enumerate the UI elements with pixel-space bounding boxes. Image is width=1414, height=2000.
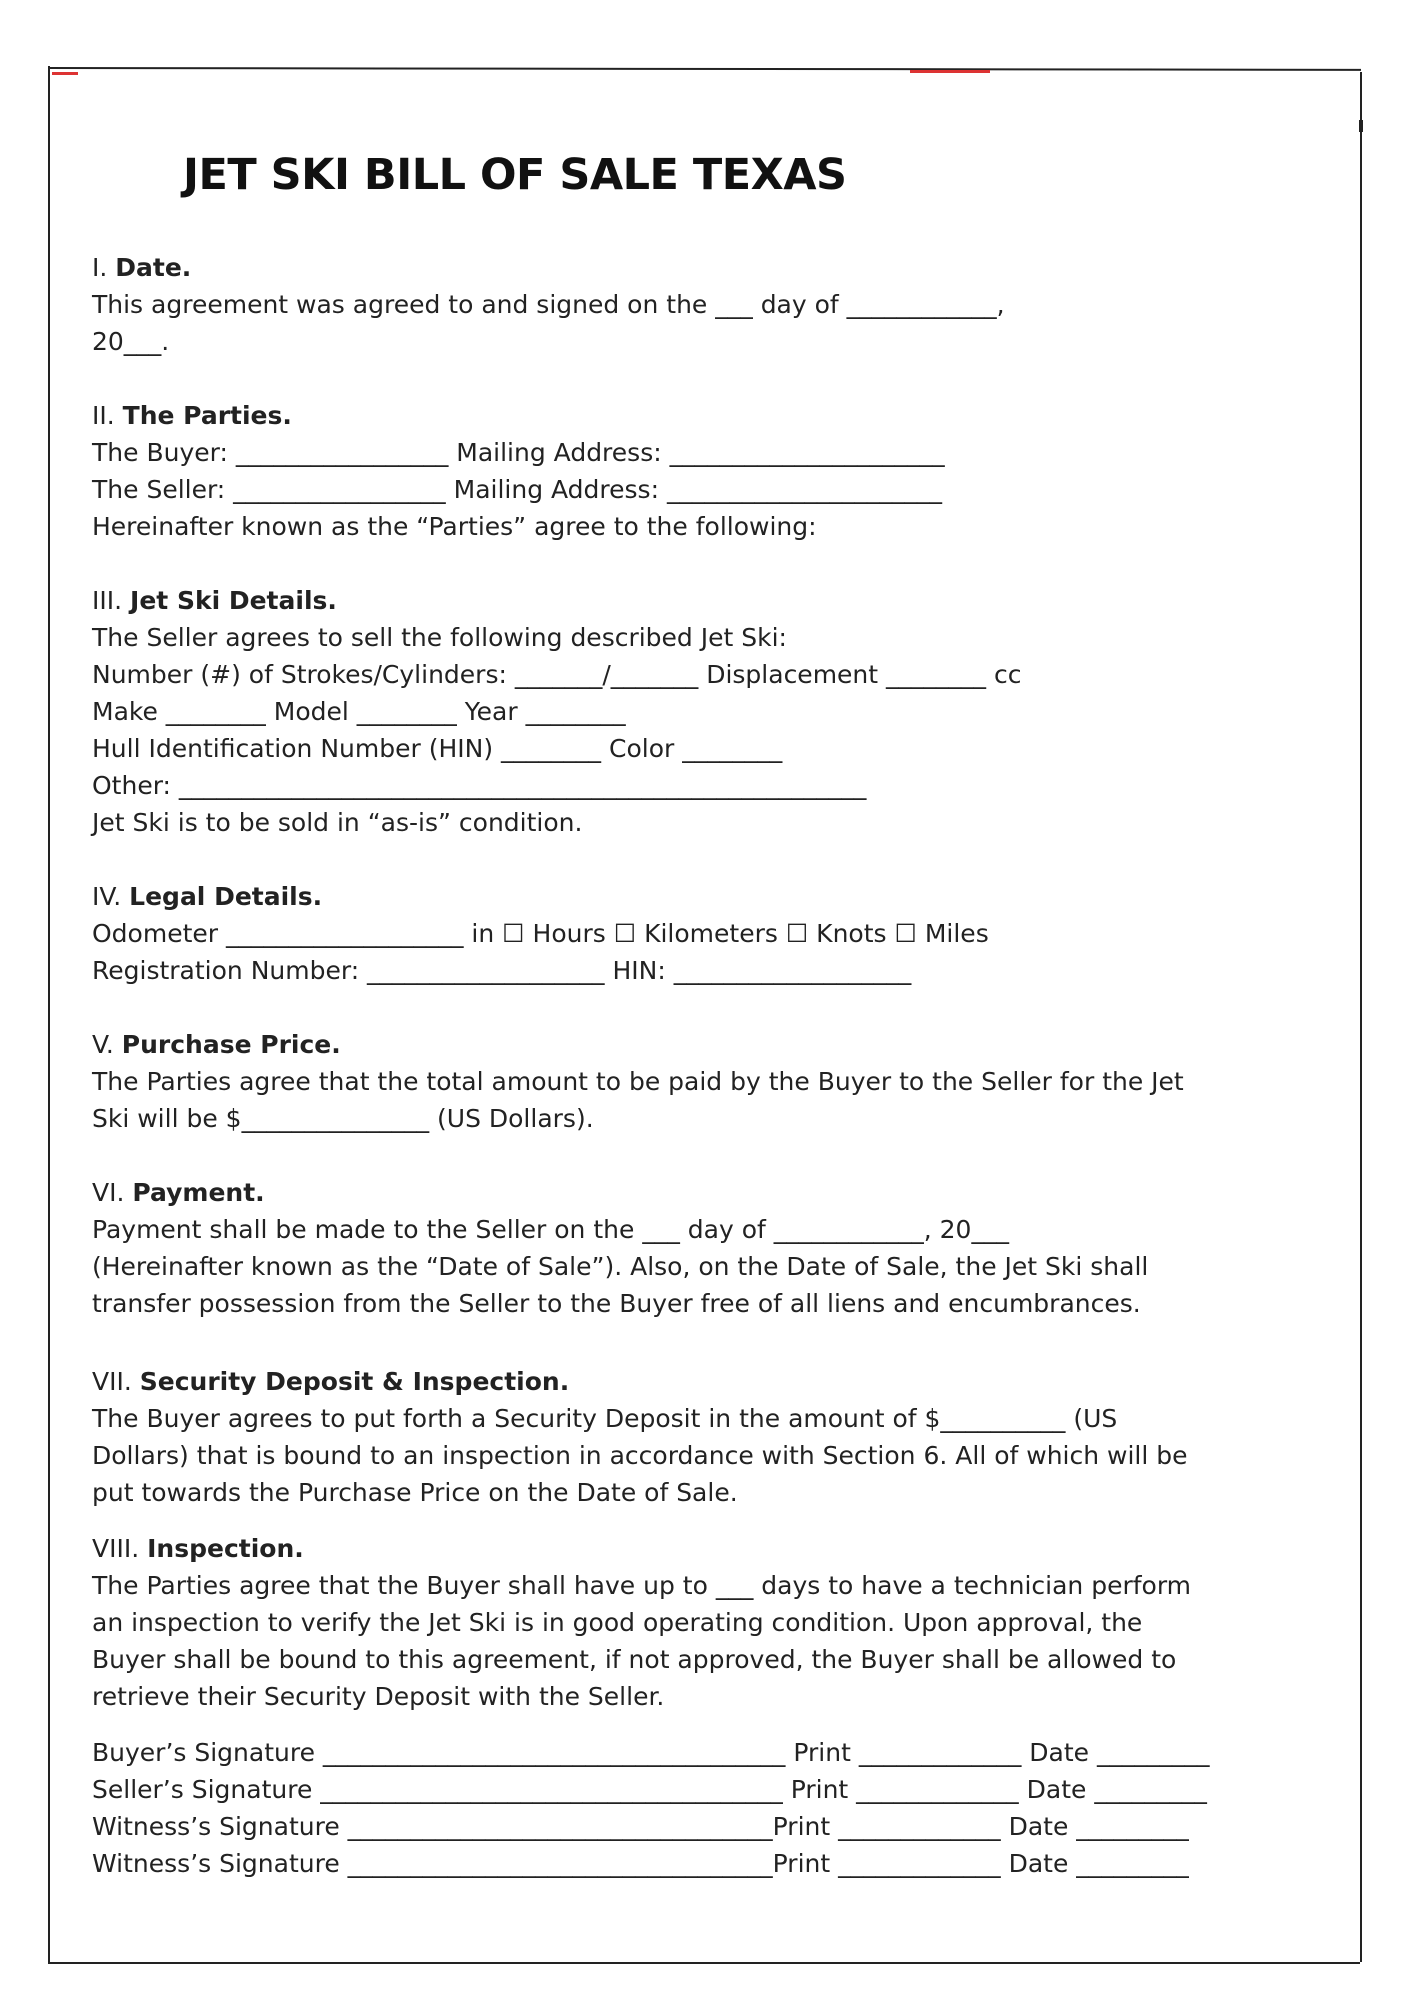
seller-signature-line: Seller’s Signature _____________________________________ Print _____________ Date _________ — [92, 1775, 1207, 1804]
section-heading-payment — [92, 1174, 265, 1211]
buyer-signature-line: Buyer’s Signature _____________________________________ Print _____________ Date _________ — [92, 1738, 1210, 1767]
section-number: II. — [92, 401, 115, 430]
section-heading-details — [92, 582, 337, 619]
section-heading-price — [92, 1026, 341, 1063]
section-heading-parties — [92, 397, 292, 434]
details-line-2: Number (#) of Strokes/Cylinders: _______/_______ Displacement ________ cc — [92, 660, 1022, 689]
section-title: Security Deposit & Inspection. — [139, 1367, 570, 1396]
date-line-2: 20___. — [92, 327, 170, 356]
parties-note: Hereinafter known as the “Parties” agree to the following: — [92, 512, 817, 541]
details-line-1: The Seller agrees to sell the following described Jet Ski: — [92, 623, 787, 652]
section-number: VII. — [92, 1367, 132, 1396]
section-title: Jet Ski Details. — [130, 586, 337, 615]
frame-accent-mark — [910, 70, 990, 73]
details-line-6: Jet Ski is to be sold in “as-is” condition. — [92, 808, 583, 837]
buyer-line: The Buyer: _________________ Mailing Address: ______________________ — [92, 438, 945, 467]
section-title: Inspection. — [147, 1534, 304, 1563]
odometer-line: Odometer ___________________ in ☐ Hours ☐ Kilometers ☐ Knots ☐ Miles — [92, 919, 989, 948]
date-line-1: This agreement was agreed to and signed on the ___ day of ____________, — [92, 290, 1005, 319]
details-line-4: Hull Identification Number (HIN) ________ Color ________ — [92, 734, 783, 763]
section-number: I. — [92, 253, 108, 282]
frame-tick-mark — [1359, 120, 1363, 132]
section-number: VIII. — [92, 1534, 140, 1563]
deposit-line-3: put towards the Purchase Price on the Date of Sale. — [92, 1478, 738, 1507]
frame-bottom-border — [48, 1962, 1360, 1964]
inspection-line-2: an inspection to verify the Jet Ski is in good operating condition. Upon approval, the — [92, 1608, 1143, 1637]
section-title: Legal Details. — [129, 882, 323, 911]
price-line-1: The Parties agree that the total amount to be paid by the Buyer to the Seller for the Jet — [92, 1067, 1184, 1096]
section-title: Date. — [115, 253, 192, 282]
section-heading-deposit — [92, 1363, 569, 1400]
inspection-line-1: The Parties agree that the Buyer shall have up to ___ days to have a technician perform — [92, 1571, 1192, 1600]
section-title: Purchase Price. — [121, 1030, 341, 1059]
section-number: VI. — [92, 1178, 125, 1207]
registration-line: Registration Number: ___________________ HIN: ___________________ — [92, 956, 912, 985]
frame-top-border — [48, 67, 1361, 71]
payment-line-1: Payment shall be made to the Seller on the ___ day of ____________, 20___ — [92, 1215, 1009, 1244]
witness-signature-line: Witness’s Signature __________________________________Print _____________ Date _________ — [92, 1849, 1189, 1878]
payment-line-2: (Hereinafter known as the “Date of Sale”). Also, on the Date of Sale, the Jet Ski shall — [92, 1252, 1149, 1281]
deposit-line-1: The Buyer agrees to put forth a Security Deposit in the amount of $__________ (US — [92, 1404, 1118, 1433]
frame-accent-mark — [52, 72, 78, 75]
seller-line: The Seller: _________________ Mailing Address: ______________________ — [92, 475, 942, 504]
witness-signature-line: Witness’s Signature __________________________________Print _____________ Date _________ — [92, 1812, 1189, 1841]
section-number: IV. — [92, 882, 122, 911]
details-line-5: Other: _______________________________________________________ — [92, 771, 867, 800]
section-number: V. — [92, 1030, 114, 1059]
inspection-line-3: Buyer shall be bound to this agreement, if not approved, the Buyer shall be allowed to — [92, 1645, 1177, 1674]
section-title: The Parties. — [122, 401, 292, 430]
section-heading-legal — [92, 878, 322, 915]
section-heading-date — [92, 249, 191, 286]
payment-line-3: transfer possession from the Seller to the Buyer free of all liens and encumbrances. — [92, 1289, 1141, 1318]
deposit-line-2: Dollars) that is bound to an inspection in accordance with Section 6. All of which will be — [92, 1441, 1188, 1470]
section-heading-inspection — [92, 1530, 304, 1567]
price-line-2: Ski will be $_______________ (US Dollars). — [92, 1104, 594, 1133]
frame-right-border — [1360, 72, 1362, 1962]
inspection-line-4: retrieve their Security Deposit with the Seller. — [92, 1682, 665, 1711]
details-line-3: Make ________ Model ________ Year ________ — [92, 697, 626, 726]
section-number: III. — [92, 586, 123, 615]
section-title: Payment. — [132, 1178, 265, 1207]
document-title: JET SKI BILL OF SALE TEXAS — [183, 150, 847, 200]
frame-left-border — [48, 66, 50, 1964]
